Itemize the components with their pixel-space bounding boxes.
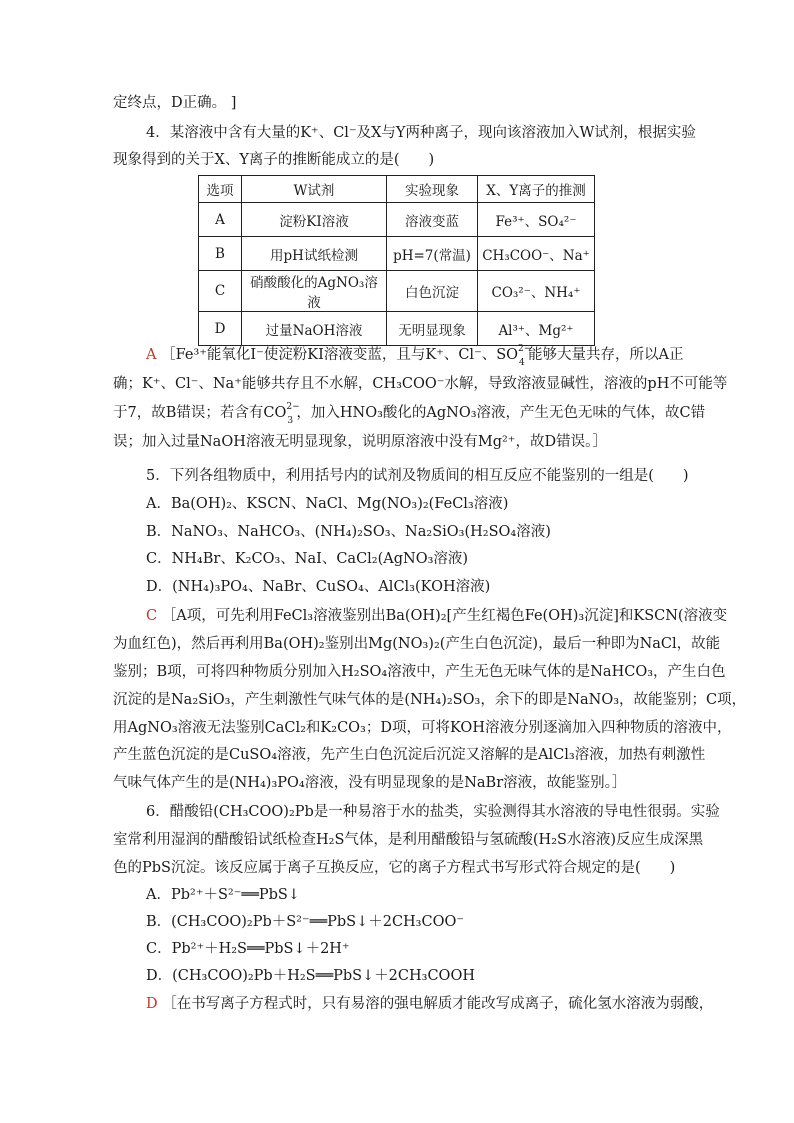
q5-option-c: C．NH₄Br、K₂CO₃、NaI、CaCl₂(AgNO₃溶液)	[146, 551, 469, 567]
answer-letter: A	[146, 347, 157, 363]
sulfate-charge: 2− 4	[518, 344, 532, 368]
q4-table	[198, 175, 595, 346]
q6-stem-2: 室常利用湿润的醋酸铅试纸检查H₂S气体，是利用醋酸铅与氢硫酸(H₂S水溶液)反应生成深黑	[113, 832, 704, 848]
answer-text: ，加入HNO₃酸化的AgNO₃溶液，产生无色无味的气体，故C错	[296, 405, 706, 421]
table-cell: Al³⁺、Mg²⁺	[478, 312, 595, 346]
q4-answer-line-2: 确；K⁺、Cl⁻、Na⁺能够共存且不水解，CH₃COO⁻水解，导致溶液显碱性，溶液的pH不可能等	[113, 376, 728, 392]
q6-answer-line-1	[146, 994, 713, 1014]
q5-option-a: A．Ba(OH)₂、KSCN、NaCl、Mg(NO₃)₂(FeCl₃溶液)	[146, 496, 509, 512]
answer-text: ［A项，可先利用FeCl₃溶液鉴别出Ba(OH)₂[产生红褐色Fe(OH)₃沉淀]和KSCN(溶液变	[161, 608, 728, 624]
q4-answer-line-1	[146, 344, 684, 368]
q4-stem-2: 现象得到的关于X、Y离子的推断能成立的是( )	[113, 152, 435, 168]
table-header: W试剂	[242, 176, 387, 203]
q6-stem-1: 6．醋酸铅(CH₃COO)₂Pb是一种易溶于水的盐类，实验测得其水溶液的导电性很弱。实验	[146, 804, 720, 820]
table-cell: 硝酸酸化的AgNO₃溶液	[242, 271, 387, 312]
table-cell: 淀粉KI溶液	[242, 203, 387, 237]
table-cell: 白色沉淀	[387, 271, 478, 312]
answer-text: 于7，故B错误；若含有CO	[113, 405, 287, 421]
q4-answer-line-4: 误；加入过量NaOH溶液无明显现象，说明原溶液中没有Mg²⁺，故D错误。］	[113, 434, 607, 450]
table-cell: pH=7(常温)	[387, 237, 478, 271]
q5-option-b: B．NaNO₃、NaHCO₃、(NH₄)₂SO₃、Na₂SiO₃(H₂SO₄溶液)	[146, 524, 551, 540]
q5-stem: 5．下列各组物质中，利用括号内的试剂及物质间的相互反应不能鉴别的一组是( )	[146, 468, 689, 484]
q4-stem-1: 4．某溶液中含有大量的K⁺、Cl⁻及X与Y两种离子，现向该溶液加入W试剂，根据实验	[146, 125, 696, 141]
table-row	[199, 271, 595, 312]
table-header: X、Y离子的推测	[478, 176, 595, 203]
answer-text: 能够大量共存，所以A正	[528, 347, 684, 363]
table-cell: D	[199, 312, 242, 346]
answer-text: ［在书写离子方程式时，只有易溶的强电解质才能改写成离子，硫化氢水溶液为弱酸，	[162, 996, 714, 1012]
answer-text: ［Fe³⁺能氧化I⁻使淀粉KI溶液变蓝，且与K⁺、Cl⁻、SO	[161, 347, 519, 363]
table-cell: B	[199, 237, 242, 271]
table-header: 实验现象	[387, 176, 478, 203]
table-row	[199, 237, 595, 271]
table-cell: 溶液变蓝	[387, 203, 478, 237]
table-cell: 过量NaOH溶液	[242, 312, 387, 346]
q5-answer-line-6: 产生蓝色沉淀的是CuSO₄溶液，先产生白色沉淀后沉淀又溶解的是AlCl₃溶液，加热有刺激性	[113, 747, 706, 763]
table-cell: C	[199, 271, 242, 312]
q6-option-a: A．Pb²⁺＋S²⁻══PbS↓	[146, 887, 300, 903]
q5-answer-line-3: 鉴别；B项，可将四种物质分别加入H₂SO₄溶液中，产生无色无味气体的是NaHCO₃，产生白色	[113, 664, 726, 680]
table-row	[199, 312, 595, 346]
q5-answer-line-7: 气味气体产生的是(NH₄)₃PO₄溶液，没有明显现象的是NaBr溶液，故能鉴别。］	[113, 775, 627, 791]
line-prev-end: 定终点，D正确。 ]	[113, 95, 237, 111]
q5-answer-line-1	[146, 606, 727, 626]
table-row	[199, 203, 595, 237]
table-cell: Fe³⁺、SO₄²⁻	[478, 203, 595, 237]
q4-answer-line-3	[113, 402, 706, 426]
answer-letter: C	[146, 608, 158, 624]
q6-option-c: C．Pb²⁺＋H₂S══PbS↓＋2H⁺	[146, 941, 350, 957]
q6-stem-3: 色的PbS沉淀。该反应属于离子互换反应，它的离子方程式书写形式符合规定的是( )	[113, 860, 676, 876]
answer-letter: D	[146, 996, 158, 1012]
q6-option-b: B．(CH₃COO)₂Pb＋S²⁻══PbS↓＋2CH₃COO⁻	[146, 914, 465, 930]
q5-option-d: D．(NH₄)₃PO₄、NaBr、CuSO₄、AlCl₃(KOH溶液)	[146, 579, 491, 595]
table-header: 选项	[199, 176, 242, 203]
q5-answer-line-4: 沉淀的是Na₂SiO₃，产生刺激性气味气体的是(NH₄)₂SO₃，余下的即是NaNO₃，故能鉴别；C项，	[113, 692, 747, 708]
q5-answer-line-5: 用AgNO₃溶液无法鉴别CaCl₂和K₂CO₃；D项，可将KOH溶液分别逐滴加入四种物质的溶液中，	[113, 720, 732, 736]
table-cell: 用pH试纸检测	[242, 237, 387, 271]
q5-answer-line-2: 为血红色)，然后再利用Ba(OH)₂鉴别出Mg(NO₃)₂(产生白色沉淀)，最后一种即为NaCl，故能	[113, 636, 721, 652]
q6-option-d: D．(CH₃COO)₂Pb＋H₂S══PbS↓＋2CH₃COOH	[146, 968, 475, 984]
table-cell: CH₃COO⁻、Na⁺	[478, 237, 595, 271]
carbonate-charge: 2− 3	[286, 402, 300, 426]
table-cell: CO₃²⁻、NH₄⁺	[478, 271, 595, 312]
table-cell: A	[199, 203, 242, 237]
table-cell: 无明显现象	[387, 312, 478, 346]
